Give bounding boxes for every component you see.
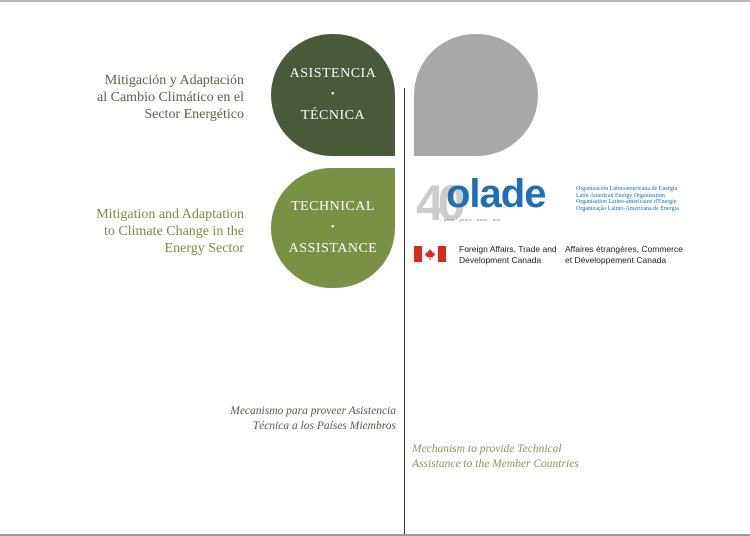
gray-leaf-shape <box>414 34 538 156</box>
technical-assistance-leaf: TECHNICAL • ASSISTANCE <box>271 168 395 288</box>
asistencia-tecnica-leaf: ASISTENCIA • TÉCNICA <box>271 34 395 156</box>
canada-government-logo <box>414 244 744 274</box>
olade-organization-names: Organización Latinoamericana de Energía Latin American Energy Organization Organisation Latino-américaine d'Énergie Organização Latino-Americana de Energia <box>576 186 679 212</box>
vertical-divider <box>404 88 405 534</box>
mechanism-english: Mechanism to provide Technical Assistance to the Member Countries <box>412 443 579 470</box>
spanish-title: Mitigación y Adaptación al Cambio Climático en el Sector Energético <box>97 73 244 122</box>
english-title: Mitigation and Adaptation to Climate Change in the Energy Sector <box>96 207 244 256</box>
mechanism-spanish: Mecanismo para proveer Asistencia Técnica a los Países Miembros <box>230 405 396 432</box>
canada-flag-icon <box>414 246 446 262</box>
canada-french-name: Affaires étrangères, Commerce et Développement Canada <box>565 244 683 265</box>
canada-english-name: Foreign Affairs, Trade and Development Canada <box>459 244 557 265</box>
olade-logo: 40 olade años · years · anos · ans Organización Latinoamericana de Energía Latin American Energy Organization Organisation Latino-américaine d'Énergie Organização Latino-Americana de Energia <box>416 172 679 231</box>
